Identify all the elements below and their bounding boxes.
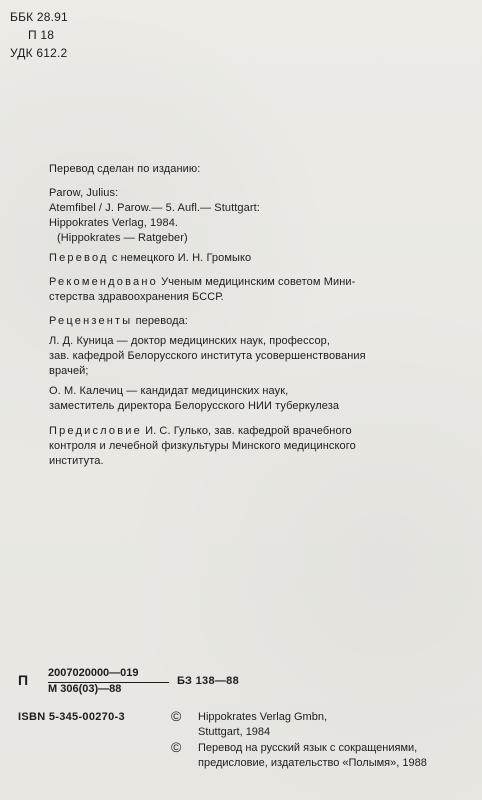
catalog-numerator: 2007020000—019	[48, 666, 169, 683]
bbk-code: ББК 28.91	[10, 10, 68, 24]
recommended-line-1-rest: Ученым медицинским советом Мини-	[161, 276, 356, 288]
reviewer-1-line-3: врачей;	[49, 365, 89, 377]
header-codes	[10, 8, 68, 62]
copyright-icon: ©	[171, 739, 182, 755]
reviewers-label: Рецензенты	[49, 315, 133, 327]
foreword-line-2: контроля и лечебной физкультуры Минского медицинского	[49, 440, 356, 452]
copyright-icon: ©	[171, 708, 182, 724]
reviewers-line	[49, 314, 469, 329]
recommended-line-1	[49, 275, 469, 290]
translator-line	[49, 251, 469, 266]
author-line: Parow, Julius:	[49, 187, 119, 199]
copyright-item-2-line-1: Перевод на русский язык с сокращениями,	[198, 742, 418, 754]
edition-line: Перевод сделан по изданию:	[49, 163, 201, 175]
translator-label: Перевод	[49, 252, 109, 264]
recommended-label: Рекомендовано	[49, 276, 158, 288]
foreword-line-3: института.	[49, 455, 104, 467]
bz-code: БЗ 138—88	[177, 675, 239, 687]
reviewer-1-line-2: зав. кафедрой Белорусского института усовершенствования	[49, 350, 366, 362]
copyright-item-1	[171, 710, 473, 740]
copyright-item-1-line-1: Hippokrates Verlag Gmbn,	[198, 711, 328, 723]
recommended-line-2: стерства здравоохранения БССР.	[49, 291, 224, 303]
udk-code: УДК 612.2	[10, 46, 68, 60]
copyright-item-1-line-2: Stuttgart, 1984	[198, 726, 271, 738]
reviewer-2-line-2: заместитель директора Белорусского НИИ туберкулеза	[49, 400, 340, 412]
foreword-label: Предисловие	[49, 425, 142, 437]
translation-info	[49, 162, 469, 469]
copyright-item-2	[171, 741, 473, 771]
reviewer-1-line-1: Л. Д. Куница — доктор медицинских наук, профессор,	[49, 335, 331, 347]
p-code: П 18	[28, 28, 55, 42]
catalog-denominator: М 306(03)—88	[48, 683, 122, 695]
publisher-line: Hippokrates Verlag, 1984.	[49, 217, 179, 229]
catalog-letter: П	[18, 672, 29, 688]
catalog-code	[18, 666, 473, 708]
foreword-line-1	[49, 424, 469, 439]
copyright-list	[171, 710, 473, 772]
copyright-item-2-line-2: предисловие, издательство «Полымя», 1988	[198, 757, 427, 769]
title-line: Atemfibel / J. Parow.— 5. Aufl.— Stuttgart:	[49, 202, 260, 214]
translator-rest: с немецкого И. Н. Громыко	[111, 252, 252, 264]
reviewer-2-line-1: О. М. Калечиц — кандидат медицинских наук,	[49, 385, 289, 397]
reviewers-rest: перевода:	[135, 315, 188, 327]
isbn: ISBN 5-345-00270-3	[18, 711, 125, 723]
foreword-line-1-rest: И. С. Гулько, зав. кафедрой врачебного	[145, 425, 352, 437]
imprint-block	[18, 666, 473, 769]
series-line: (Hippokrates — Ratgeber)	[57, 232, 188, 244]
